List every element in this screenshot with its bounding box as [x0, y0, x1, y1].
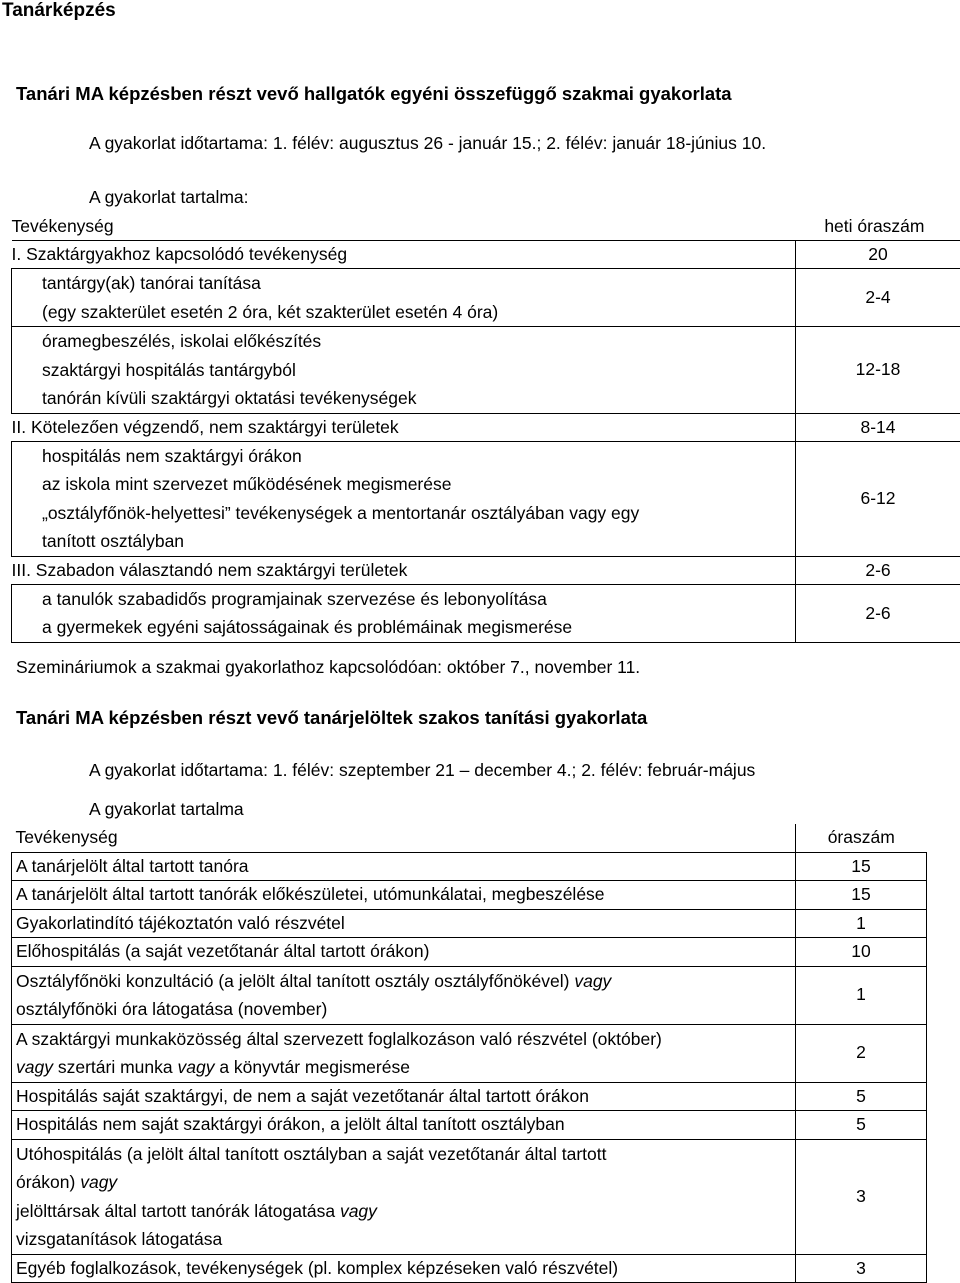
- row-line: tanított osztályban: [42, 527, 791, 556]
- row-text: órákon): [16, 1172, 75, 1192]
- group-row: [12, 556, 960, 584]
- row-hours: 12-18: [796, 327, 960, 414]
- table-row: [12, 1139, 927, 1254]
- row-hours: 6-12: [796, 441, 960, 556]
- group-title: I. Szaktárgyakhoz kapcsolódó tevékenység: [12, 241, 796, 269]
- row-line: hospitálás nem szaktárgyi órákon: [42, 442, 791, 471]
- table-header-row: [12, 824, 927, 852]
- row-conjunction: vagy: [340, 1201, 377, 1221]
- table-row: [12, 881, 927, 910]
- row-hours: 1: [796, 909, 927, 938]
- row-hours: 15: [796, 852, 927, 881]
- row-hours: 2-4: [796, 269, 960, 327]
- row-line: „osztályfőnök-helyettesi” tevékenységek a mentortanár osztályában vagy egy: [42, 499, 791, 528]
- section1-content-label: A gyakorlat tartalma:: [89, 187, 249, 208]
- section1-heading: Tanári MA képzésben részt vevő hallgatók egyéni összefüggő szakmai gyakorlata: [16, 83, 732, 105]
- section1-table: [11, 213, 960, 643]
- row-hours: 5: [796, 1111, 927, 1140]
- table-row: [12, 269, 960, 327]
- row-text: Előhospitálás (a saját vezetőtanár által tartott órákon): [12, 938, 796, 967]
- table-row: [12, 1111, 927, 1140]
- row-line: (egy szakterület esetén 2 óra, két szakterület esetén 4 óra): [42, 298, 791, 327]
- row-line: [16, 1168, 791, 1197]
- table-row: [12, 327, 960, 414]
- group-title: III. Szabadon választandó nem szaktárgyi területek: [12, 556, 796, 584]
- table-row: [12, 584, 960, 642]
- row-text: Hospitálás saját szaktárgyi, de nem a saját vezetőtanár által tartott órákon: [12, 1082, 796, 1111]
- row-hours: 3: [796, 1139, 927, 1254]
- row-text: A tanárjelölt által tartott tanóra: [12, 852, 796, 881]
- row-line: A szaktárgyi munkaközösség által szervezett foglalkozáson való részvétel (október): [16, 1025, 791, 1054]
- row-hours: 15: [796, 881, 927, 910]
- row-line: szaktárgyi hospitálás tantárgyból: [42, 356, 791, 385]
- row-text: A tanárjelölt által tartott tanórák előkészületei, utómunkálatai, megbeszélése: [12, 881, 796, 910]
- group-hours: 20: [796, 241, 960, 269]
- header-hours: óraszám: [796, 824, 927, 852]
- row-line: óramegbeszélés, iskolai előkészítés: [42, 327, 791, 356]
- row-hours: 1: [796, 966, 927, 1024]
- table-row: [12, 441, 960, 556]
- section2-heading: Tanári MA képzésben részt vevő tanárjelöltek szakos tanítási gyakorlata: [16, 707, 647, 729]
- row-text: Egyéb foglalkozások, tevékenységek (pl. komplex képzéseken való részvétel): [12, 1254, 796, 1283]
- row-line: az iskola mint szervezet működésének megismerése: [42, 470, 791, 499]
- row-line: tantárgy(ak) tanórai tanítása: [42, 269, 791, 298]
- header-hours: heti óraszám: [796, 213, 960, 241]
- header-activity: Tevékenység: [12, 824, 796, 852]
- row-text: szertári munka: [58, 1057, 173, 1077]
- row-line: a tanulók szabadidős programjainak szervezése és lebonyolítása: [42, 585, 791, 614]
- row-text: jelölttársak által tartott tanórák látogatása: [16, 1201, 335, 1221]
- row-hours: 3: [796, 1254, 927, 1283]
- group-title: II. Kötelezően végzendő, nem szaktárgyi területek: [12, 413, 796, 441]
- row-line: tanórán kívüli szaktárgyi oktatási tevékenységek: [42, 384, 791, 413]
- row-line: [16, 1197, 791, 1226]
- header-activity: Tevékenység: [12, 213, 796, 241]
- row-conjunction: vagy: [177, 1057, 214, 1077]
- row-text: Osztályfőnöki konzultáció (a jelölt által tanított osztály osztályfőnökével): [16, 971, 569, 991]
- section2-content-label: A gyakorlat tartalma: [89, 799, 244, 820]
- row-hours: 2-6: [796, 584, 960, 642]
- row-line: [16, 967, 791, 996]
- group-row: [12, 241, 960, 269]
- row-hours: 10: [796, 938, 927, 967]
- table-row: [12, 938, 927, 967]
- row-hours: 5: [796, 1082, 927, 1111]
- row-conjunction: vagy: [80, 1172, 117, 1192]
- row-line: osztályfőnöki óra látogatása (november): [16, 995, 791, 1024]
- row-text: a könyvtár megismerése: [219, 1057, 410, 1077]
- group-row: [12, 413, 960, 441]
- row-text: Gyakorlatindító tájékoztatón való részvétel: [12, 909, 796, 938]
- row-line: a gyermekek egyéni sajátosságainak és problémáinak megismerése: [42, 613, 791, 642]
- row-conjunction: vagy: [574, 971, 611, 991]
- table-row: [12, 1082, 927, 1111]
- row-line: vizsgatanítások látogatása: [16, 1225, 791, 1254]
- table-row: [12, 966, 927, 1024]
- row-line: Utóhospitálás (a jelölt által tanított osztályban a saját vezetőtanár által tartott: [16, 1140, 791, 1169]
- section2-table: [11, 824, 927, 1283]
- group-hours: 8-14: [796, 413, 960, 441]
- row-conjunction: vagy: [16, 1057, 53, 1077]
- table-row: [12, 1024, 927, 1082]
- page-title: Tanárképzés: [2, 0, 116, 22]
- table-row: [12, 909, 927, 938]
- section1-duration: A gyakorlat időtartama: 1. félév: augusztus 26 - január 15.; 2. félév: január 18-június 10.: [89, 133, 766, 154]
- row-text: Hospitálás nem saját szaktárgyi órákon, a jelölt által tanított osztályban: [12, 1111, 796, 1140]
- table-header-row: [12, 213, 960, 241]
- table-row: [12, 852, 927, 881]
- group-hours: 2-6: [796, 556, 960, 584]
- section2-duration: A gyakorlat időtartama: 1. félév: szeptember 21 – december 4.; 2. félév: február-május: [89, 760, 755, 781]
- row-hours: 2: [796, 1024, 927, 1082]
- row-line: [16, 1053, 791, 1082]
- seminars-note: Szemináriumok a szakmai gyakorlathoz kapcsolódóan: október 7., november 11.: [16, 657, 640, 678]
- table-row: [12, 1254, 927, 1283]
